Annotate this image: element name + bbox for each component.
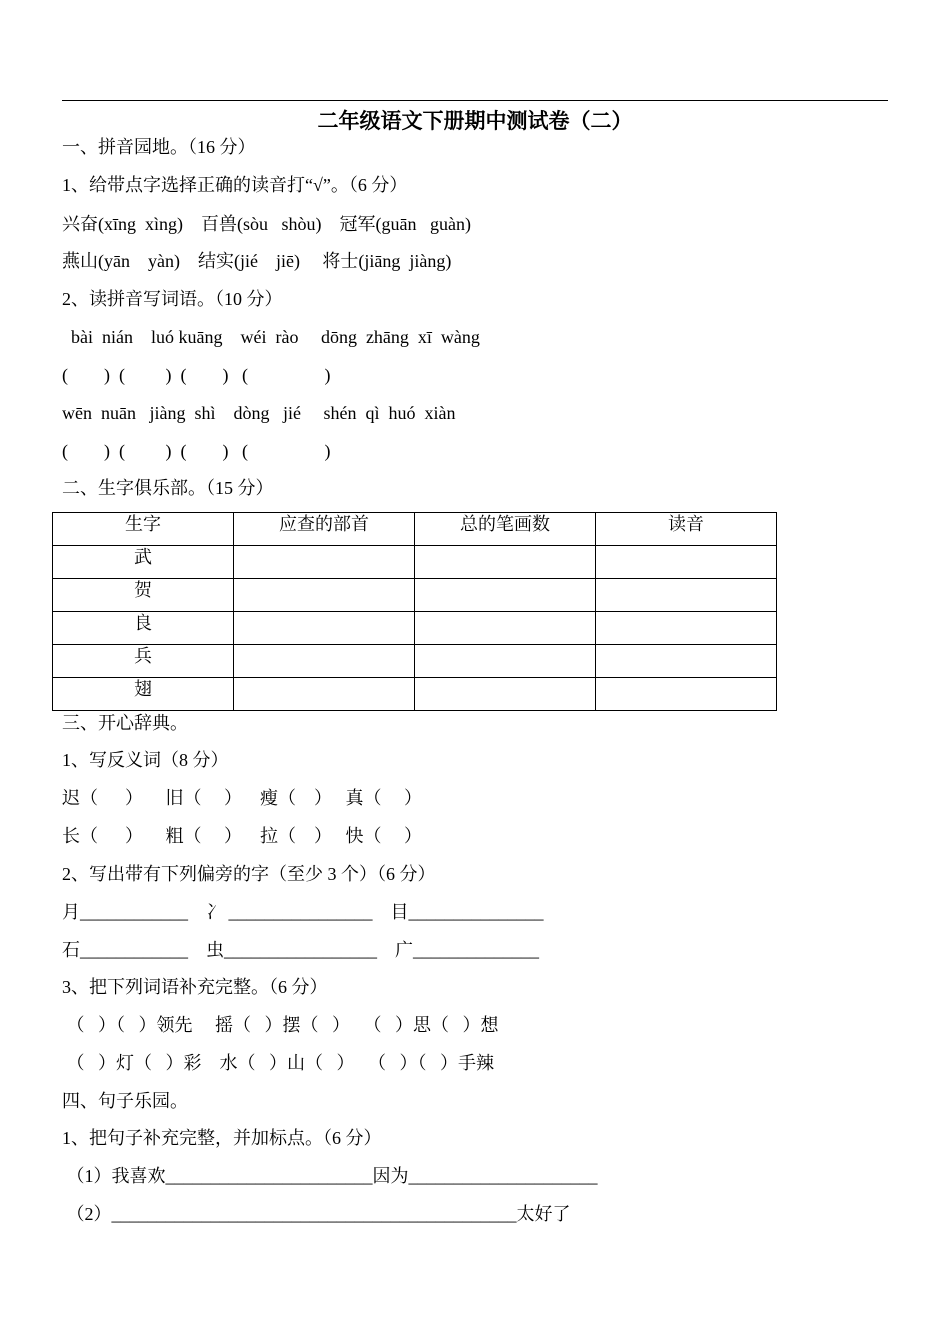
table-header-cell: 读音 bbox=[596, 513, 777, 546]
question-4-1: 1、把句子补充完整，并加标点。（6 分） bbox=[62, 1128, 382, 1148]
table-cell-character: 良 bbox=[53, 612, 234, 645]
table-cell-strokes[interactable] bbox=[415, 579, 596, 612]
top-rule bbox=[62, 100, 888, 101]
answer-blanks-row-2: ( ) ( ) ( ) ( ) bbox=[62, 441, 331, 461]
table-cell-reading[interactable] bbox=[596, 678, 777, 711]
table-row bbox=[53, 546, 777, 579]
table-cell-radical[interactable] bbox=[234, 546, 415, 579]
radical-row-1: 月____________ 冫 ________________ 目_______________ bbox=[62, 902, 544, 922]
table-header-cell: 总的笔画数 bbox=[415, 513, 596, 546]
table-cell-radical[interactable] bbox=[234, 678, 415, 711]
section-4-heading: 四、句子乐园。 bbox=[62, 1091, 188, 1111]
table-cell-strokes[interactable] bbox=[415, 645, 596, 678]
character-table bbox=[52, 512, 777, 711]
table-cell-strokes[interactable] bbox=[415, 546, 596, 579]
table-header-cell: 生字 bbox=[53, 513, 234, 546]
table-cell-radical[interactable] bbox=[234, 612, 415, 645]
pinyin-row-1: bài nián luó kuāng wéi rào dōng zhāng xī wàng bbox=[62, 327, 480, 347]
table-row bbox=[53, 645, 777, 678]
page-title: 二年级语文下册期中测试卷（二） bbox=[317, 109, 633, 133]
pronunciation-row-2: 燕山(yān yàn) 结实(jié jiē) 将士(jiāng jiàng) bbox=[62, 251, 452, 271]
table-cell-radical[interactable] bbox=[234, 579, 415, 612]
sentence-1: （1）我喜欢_______________________因为_____________________ bbox=[62, 1166, 598, 1186]
table-header-row bbox=[53, 513, 777, 546]
radical-row-2: 石____________ 虫_________________ 广______________ bbox=[62, 940, 539, 960]
pinyin-row-2: wēn nuān jiàng shì dòng jié shén qì huó xiàn bbox=[62, 403, 456, 423]
question-3-2: 2、写出带有下列偏旁的字（至少 3 个）（6 分） bbox=[62, 864, 436, 884]
question-1-2: 2、读拼音写词语。（10 分） bbox=[62, 289, 283, 309]
answer-blanks-row-1: ( ) ( ) ( ) ( ) bbox=[62, 365, 331, 385]
idiom-fill-row-1: （ ）（ ）领先 摇（ ）摆（ ） （ ）思（ ）想 bbox=[62, 1015, 499, 1035]
section-3-heading: 三、开心辞典。 bbox=[62, 713, 188, 733]
question-1-1: 1、给带点字选择正确的读音打“√”。（6 分） bbox=[62, 175, 408, 195]
antonym-row-2: 长（ ） 粗（ ） 拉（ ） 快（ ） bbox=[62, 826, 422, 846]
table-cell-reading[interactable] bbox=[596, 645, 777, 678]
idiom-fill-row-2: （ ）灯（ ）彩 水（ ）山（ ） （ ）（ ）手辣 bbox=[62, 1053, 494, 1073]
table-cell-reading[interactable] bbox=[596, 546, 777, 579]
question-3-1: 1、写反义词（8 分） bbox=[62, 750, 229, 770]
table-cell-reading[interactable] bbox=[596, 612, 777, 645]
table-cell-character: 兵 bbox=[53, 645, 234, 678]
section-2-heading: 二、生字俱乐部。（15 分） bbox=[62, 478, 274, 498]
table-row bbox=[53, 678, 777, 711]
table-cell-reading[interactable] bbox=[596, 579, 777, 612]
pronunciation-row-1: 兴奋(xīng xìng) 百兽(sòu shòu) 冠军(guān guàn) bbox=[62, 214, 471, 234]
table-cell-strokes[interactable] bbox=[415, 612, 596, 645]
antonym-row-1: 迟（ ） 旧（ ） 瘦（ ） 真（ ） bbox=[62, 788, 422, 808]
table-cell-character: 武 bbox=[53, 546, 234, 579]
table-cell-character: 翅 bbox=[53, 678, 234, 711]
table-row bbox=[53, 612, 777, 645]
table-cell-character: 贺 bbox=[53, 579, 234, 612]
table-cell-strokes[interactable] bbox=[415, 678, 596, 711]
question-3-3: 3、把下列词语补充完整。（6 分） bbox=[62, 977, 328, 997]
section-1-heading: 一、拼音园地。（16 分） bbox=[62, 137, 256, 157]
sentence-2: （2）_____________________________________________太好了 bbox=[62, 1204, 571, 1224]
table-cell-radical[interactable] bbox=[234, 645, 415, 678]
table-header-cell: 应查的部首 bbox=[234, 513, 415, 546]
table-row bbox=[53, 579, 777, 612]
